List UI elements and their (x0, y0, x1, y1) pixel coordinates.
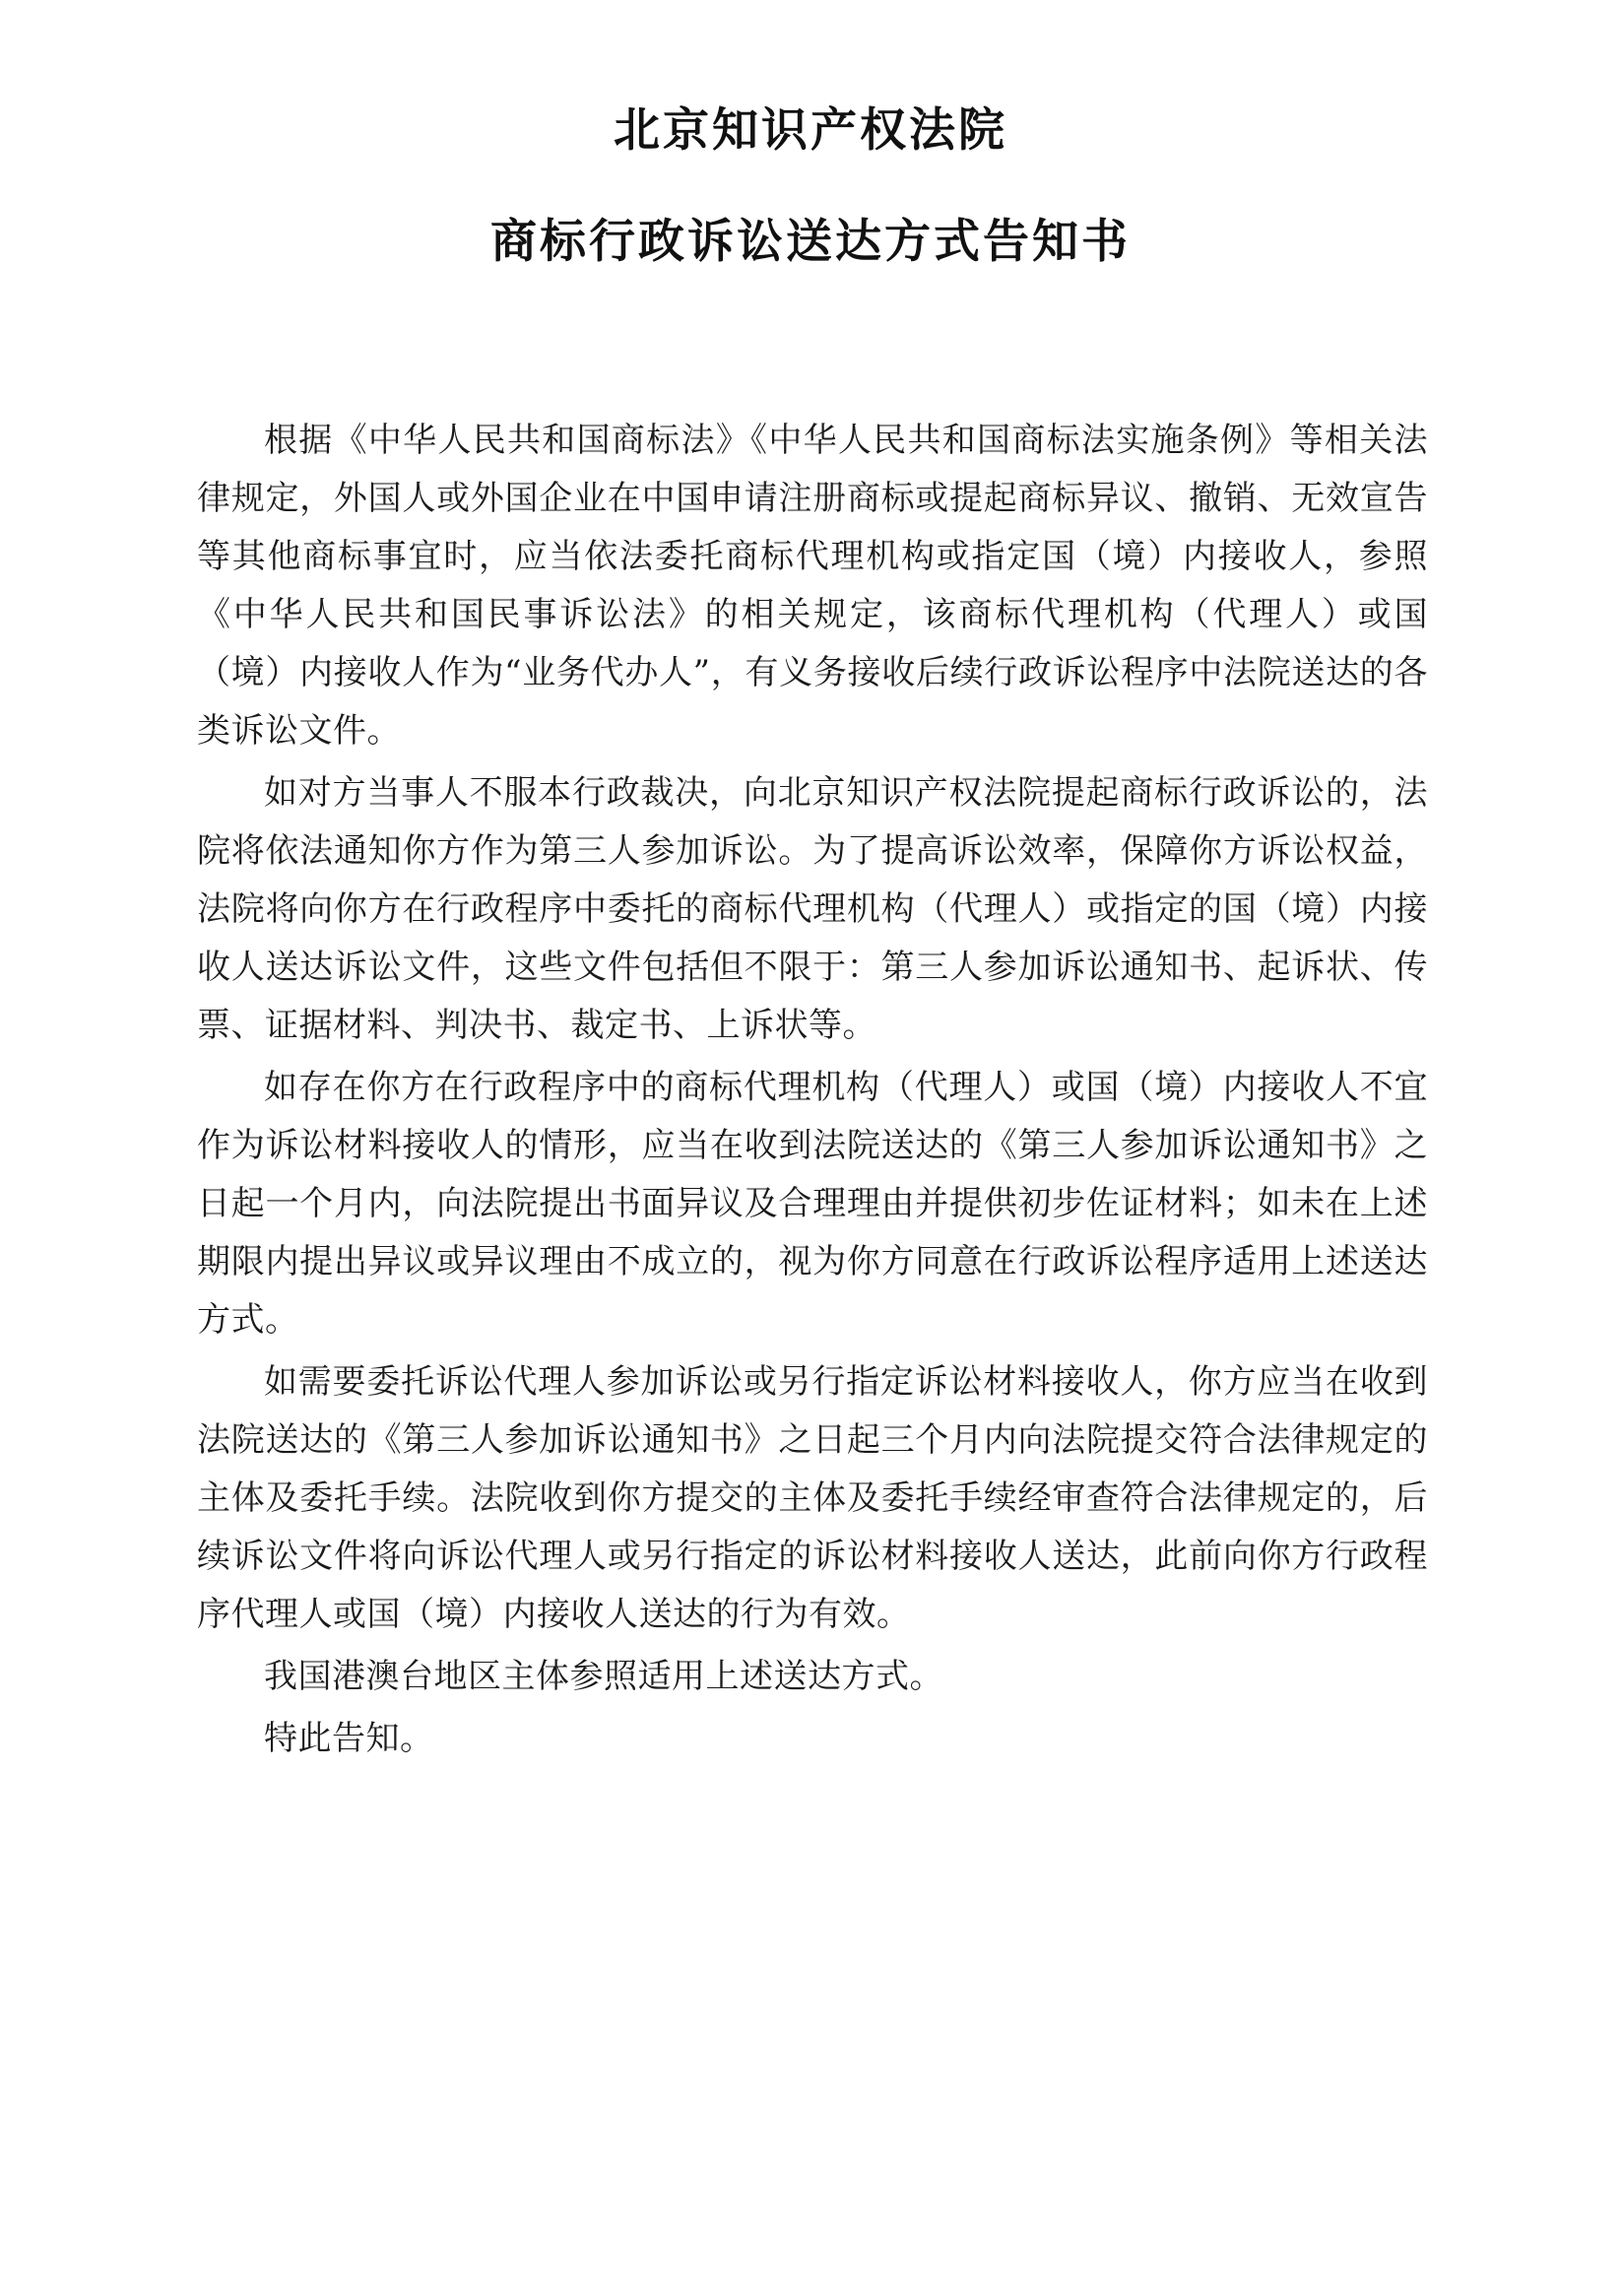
paragraph-legal-basis: 根据《中华人民共和国商标法》《中华人民共和国商标法实施条例》等相关法律规定，外国人或外国企业在中国申请注册商标或提起商标异议、撤销、无效宣告等其他商标事宜时，应当依法委托商标代理机构或指定国（境）内接收人，参照《中华人民共和国民事诉讼法》的相关规定，该商标代理机构（代理人）或国（境）内接收人作为“业务代办人”，有义务接收后续行政诉讼程序中法院送达的各类诉讼文件。 (197, 421, 1428, 751)
paragraph-agent-appointment: 如需要委托诉讼代理人参加诉讼或另行指定诉讼材料接收人，你方应当在收到法院送达的《第三人参加诉讼通知书》之日起三个月内向法院提交符合法律规定的主体及委托手续。法院收到你方提交的主体及委托手续经审查符合法律规定的，后续诉讼文件将向诉讼代理人或另行指定的诉讼材料接收人送达，此前向你方行政程序代理人或国（境）内接收人送达的行为有效。 (197, 1362, 1428, 1634)
paragraph-objection: 如存在你方在行政程序中的商标代理机构（代理人）或国（境）内接收人不宜作为诉讼材料接收人的情形，应当在收到法院送达的《第三人参加诉讼通知书》之日起一个月内，向法院提出书面异议及合理理由并提供初步佐证材料；如未在上述期限内提出异议或异议理由不成立的，视为你方同意在行政诉讼程序适用上述送达方式。 (197, 1068, 1428, 1340)
paragraph-third-party-notice: 如对方当事人不服本行政裁决，向北京知识产权法院提起商标行政诉讼的，法院将依法通知你方作为第三人参加诉讼。为了提高诉讼效率，保障你方诉讼权益，法院将向你方在行政程序中委托的商标代理机构（代理人）或指定的国（境）内接收人送达诉讼文件，这些文件包括但不限于：第三人参加诉讼通知书、起诉状、传票、证据材料、判决书、裁定书、上诉状等。 (197, 773, 1428, 1045)
paragraph-hk-macao-taiwan: 我国港澳台地区主体参照适用上述送达方式。 (264, 1657, 943, 1696)
court-name-title: 北京知识产权法院 (614, 103, 1007, 158)
paragraph-closing: 特此告知。 (264, 1719, 434, 1758)
notice-title: 商标行政诉讼送达方式告知书 (490, 215, 1131, 269)
notice-body (197, 412, 1428, 1772)
